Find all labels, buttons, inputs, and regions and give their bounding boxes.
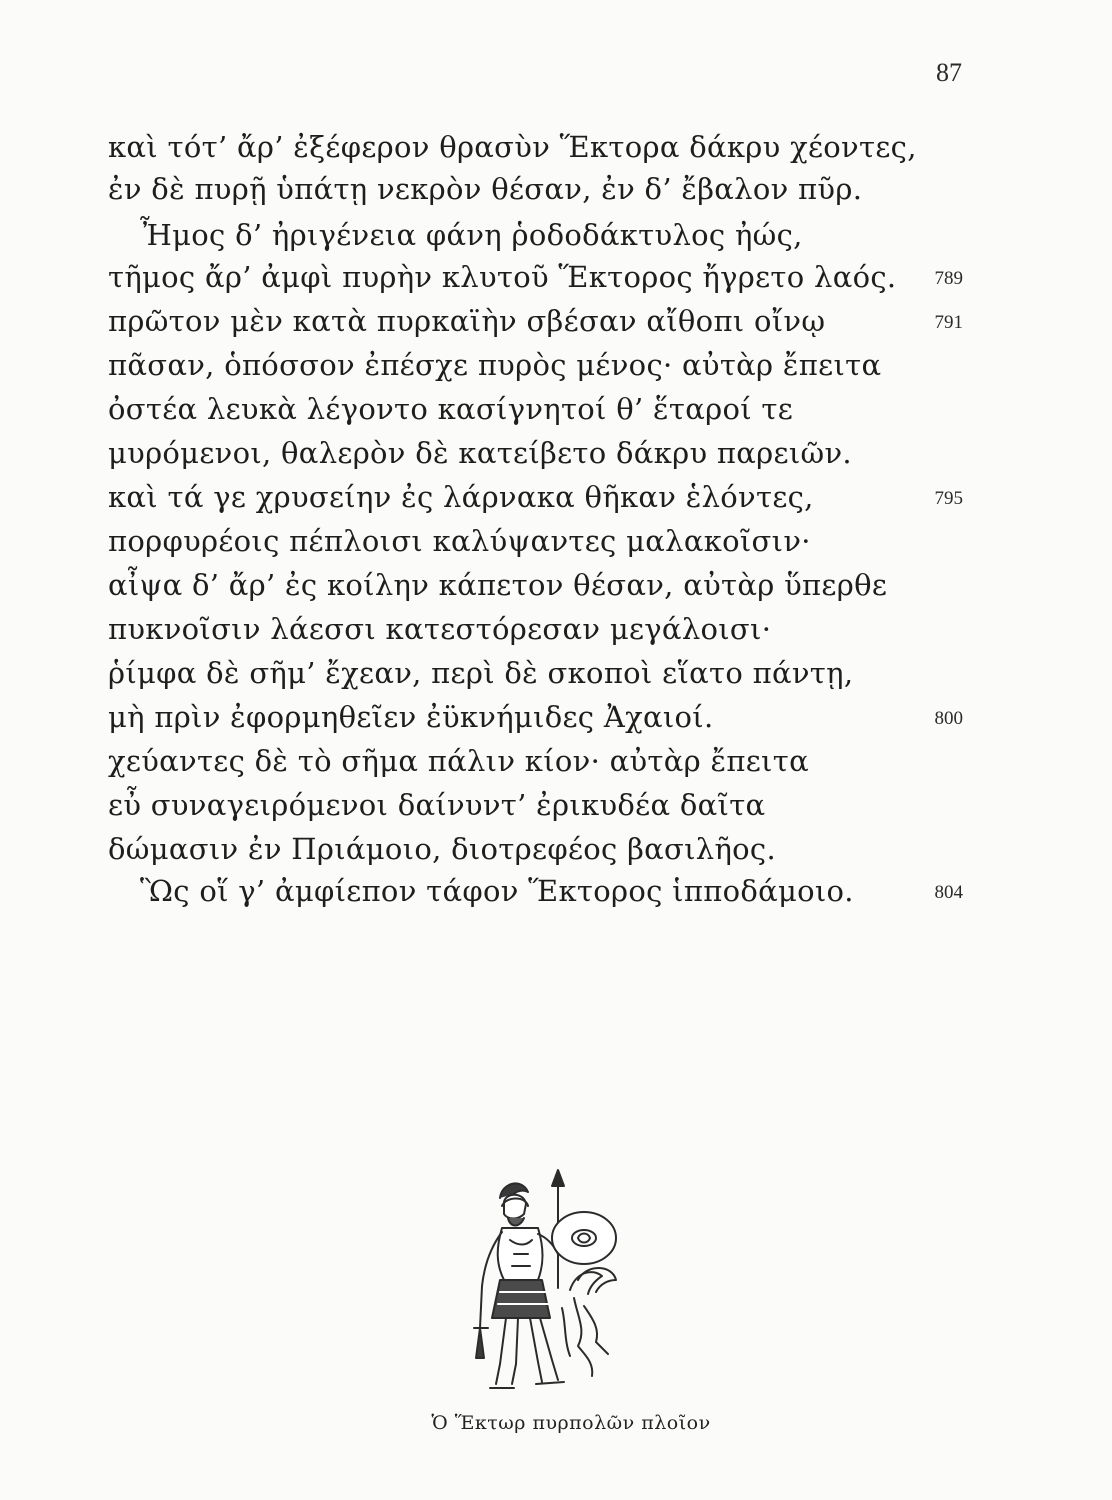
page-number: 87 xyxy=(936,58,962,87)
line-number: 795 xyxy=(934,488,963,509)
warrior-with-spear-and-shield-icon xyxy=(466,1168,636,1402)
verse-line xyxy=(0,744,1112,784)
verse-line-text: καὶ τά γε χρυσείην ἐς λάρνακα θῆκαν ἑλόντες, xyxy=(108,480,814,514)
line-number: 791 xyxy=(934,312,963,333)
verse-line xyxy=(0,788,1112,828)
verse-line-text: πυκνοῖσιν λάεσσι κατεστόρεσαν μεγάλοισι· xyxy=(108,612,772,646)
verse-line xyxy=(0,700,1112,740)
illustration-caption: Ὁ Ἕκτωρ πυρπολῶν πλοῖον xyxy=(431,1412,711,1434)
verse-line xyxy=(0,568,1112,608)
verse-line-text: Ἦμος δ’ ἠριγένεια φάνη ῥοδοδάκτυλος ἠώς, xyxy=(140,218,803,252)
verse-line xyxy=(0,832,1112,872)
verse-line-text: πρῶτον μὲν κατὰ πυρκαϊὴν σβέσαν αἴθοπι οἴνῳ xyxy=(108,304,826,338)
verse-line-text: ὀστέα λευκὰ λέγοντο κασίγνητοί θ’ ἕταροί τε xyxy=(108,392,794,426)
verse-line-text: εὖ συναγειρόμενοι δαίνυντ’ ἐρικυδέα δαῖτα xyxy=(108,788,766,822)
verse-line xyxy=(0,524,1112,564)
verse-line-text: Ὣς οἵ γ’ ἀμφίεπον τάφον Ἕκτορος ἱπποδάμοιο. xyxy=(140,874,854,908)
verse-line-text: καὶ τότ’ ἄρ’ ἐξέφερον θρασὺν Ἕκτορα δάκρυ χέοντες, xyxy=(108,130,917,164)
verse-line-text: πᾶσαν, ὁπόσσον ἐπέσχε πυρὸς μένος· αὐτὰρ ἔπειτα xyxy=(108,348,882,382)
verse-line xyxy=(0,218,1112,258)
verse-line xyxy=(0,392,1112,432)
verse-line xyxy=(0,436,1112,476)
verse-line-text: ῥίμφα δὲ σῆμ’ ἔχεαν, περὶ δὲ σκοποὶ εἵατο πάντῃ, xyxy=(108,656,854,690)
line-number: 804 xyxy=(934,882,963,903)
verse-line xyxy=(0,348,1112,388)
line-number: 789 xyxy=(934,268,963,289)
verse-line xyxy=(0,260,1112,300)
verse-line-text: πορφυρέοις πέπλοισι καλύψαντες μαλακοῖσιν· xyxy=(108,524,811,558)
verse-line xyxy=(0,656,1112,696)
line-number: 800 xyxy=(934,708,963,729)
verse-line xyxy=(0,874,1112,914)
verse-line-text: αἶψα δ’ ἄρ’ ἐς κοίλην κάπετον θέσαν, αὐτὰρ ὕπερθε xyxy=(108,568,888,602)
verse-line-text: χεύαντες δὲ τὸ σῆμα πάλιν κίον· αὐτὰρ ἔπειτα xyxy=(108,744,809,778)
verse-line-text: τῆμος ἄρ’ ἀμφὶ πυρὴν κλυτοῦ Ἕκτορος ἤγρετο λαός. xyxy=(108,260,897,294)
verse-line-text: μὴ πρὶν ἐφορμηθεῖεν ἐϋκνήμιδες Ἀχαιοί. xyxy=(108,700,714,734)
verse-line-text: ἐν δὲ πυρῇ ὑπάτῃ νεκρὸν θέσαν, ἐν δ’ ἔβαλον πῦρ. xyxy=(108,172,863,206)
verse-line xyxy=(0,480,1112,520)
verse-line-text: δώμασιν ἐν Πριάμοιο, διοτρεφέος βασιλῆος. xyxy=(108,832,776,866)
verse-line xyxy=(0,130,1112,170)
verse-line-text: μυρόμενοι, θαλερὸν δὲ κατείβετο δάκρυ παρειῶν. xyxy=(108,436,852,470)
verse-line xyxy=(0,304,1112,344)
verse-line xyxy=(0,612,1112,652)
verse-line xyxy=(0,172,1112,212)
